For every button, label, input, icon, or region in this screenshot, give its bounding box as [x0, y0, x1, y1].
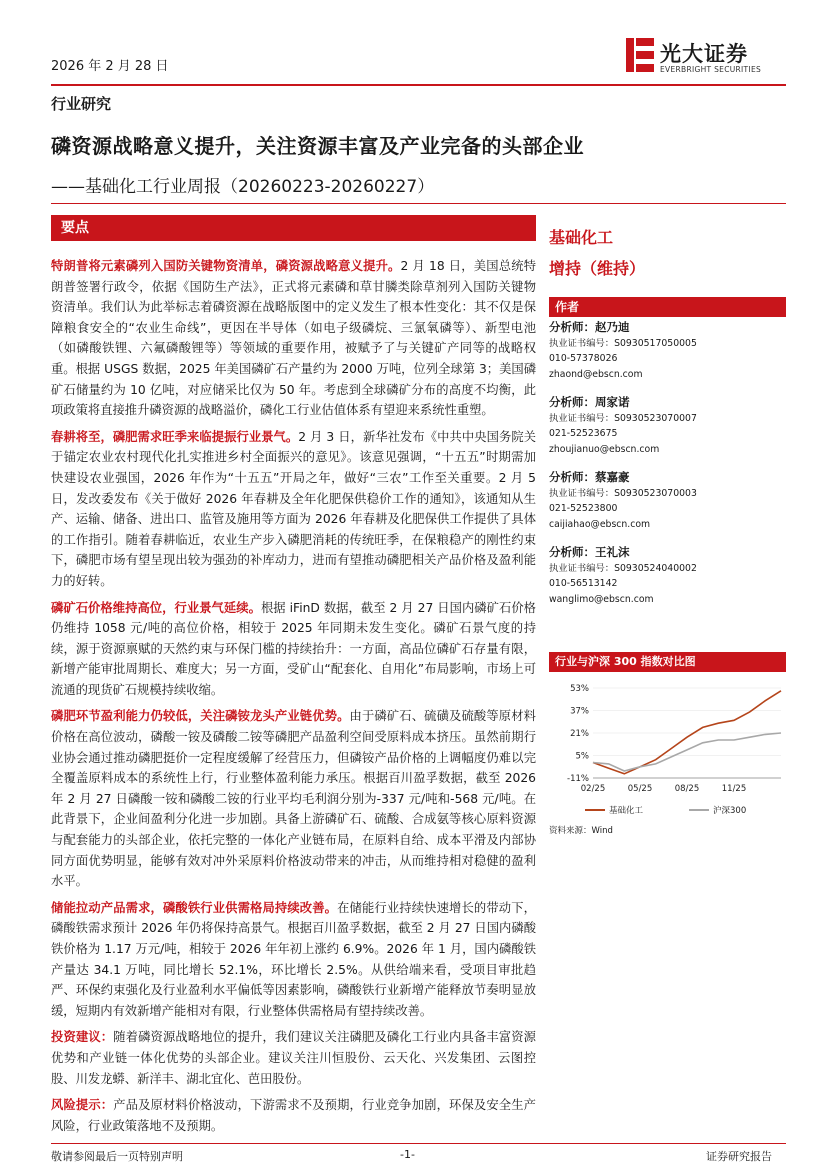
paragraph-text: 2 月 18 日，美国总统特朗普签署行政令，依据《国防生产法》，正式将元素磷和草甘膦类除草剂列入国防关键物资清单。我们认为此举标志着磷资源在战略版图中的定义发生了根本性变化：其不仅是保障粮食安全的“农业生命线”，更因在半导体（如电子级磷烷、三氯氧磷等）、新型电池（如磷酸铁锂、六氟磷酸锂等）等领域的重要作用，被赋予了与关键矿产同等的战略权重。根据 USGS 数据，2025 年美国磷矿石产量约为 2000 万吨，位列全球第 3；美国磷矿石储量约为 10 亿吨，对应储采比仅为 50 年。考虑到全球磷矿分布的高度不均衡，此项政策将直接推升磷资源的战略溢价，磷化工行业估值体系有望迎来系统性重塑。 — [51, 259, 536, 418]
analyst-phone: 021-52523800 — [549, 503, 618, 515]
paragraph-iron-phosphate — [51, 898, 536, 1022]
paragraph-lead: 风险提示： — [51, 1098, 114, 1113]
page-number: -1- — [400, 1148, 415, 1161]
paragraph-lead: 春耕将至，磷肥需求旺季来临提振行业景气。 — [51, 429, 299, 444]
key-points-heading: 要点 — [51, 215, 536, 241]
analyst-license: 执业证书编号：S0930524040002 — [549, 563, 697, 574]
analyst-phone: 010-57378026 — [549, 353, 618, 365]
sector-rating: 增持（维持） — [549, 259, 646, 278]
paragraph-phosphorus-strategy — [51, 256, 536, 421]
report-category: 行业研究 — [51, 95, 112, 113]
legend-label: 沪深300 — [713, 806, 747, 816]
analyst-name: 分析师：周家诺 — [549, 395, 630, 409]
analyst-card — [549, 469, 786, 532]
paragraph-lead: 储能拉动产品需求，磷酸铁行业供需格局持续改善。 — [51, 900, 338, 915]
sector-name: 基础化工 — [549, 228, 614, 247]
index-comparison-chart — [549, 678, 786, 818]
paragraph-text: 由于磷矿石、硫磺及硫酸等原材料价格在高位波动，磷酸一铵及磷酸二铵等磷肥产品盈利空间受原料成本挤压。虽然前期行业协会通过推动磷肥挺价一定程度缓解了经营压力，但磷铵产品价格的上调幅度仍难以完全覆盖原料成本的系统性上行，行业整体盈利能力承压。根据百川盈孚数据，截至 2026 年 2 月 27 日磷酸一铵和磷酸二铵的行业平均毛利润分别为-337 元/吨和-568 元/吨。在此背景下，企业间盈利分化进一步加剧。具备上游磷矿石、硫酸、合成氨等核心原料资源与配套能力的头部企业，依托完整的一体化产业链布局，在原料自给、成本平滑及内部协同方面优势明显，能够有效对冲外采原料价格波动带来的冲击，从而维持相对稳健的盈利水平。 — [51, 709, 536, 889]
analyst-email[interactable]: caijiahao@ebscn.com — [549, 518, 651, 530]
analyst-card — [549, 544, 786, 607]
legend-label: 基础化工 — [609, 806, 644, 816]
x-tick-label: 08/25 — [674, 784, 700, 794]
analyst-email[interactable]: wanglimo@ebscn.com — [549, 593, 654, 605]
brand-mark-icon — [626, 38, 654, 72]
footer-disclaimer: 敬请参阅最后一页特别声明 — [51, 1150, 183, 1163]
analyst-license: 执业证书编号：S0930523070007 — [549, 413, 697, 424]
chart-source: 资料来源：Wind — [549, 826, 613, 836]
title-divider — [51, 203, 786, 204]
paragraph-phosphate-rock — [51, 598, 536, 701]
analyst-card — [549, 394, 786, 457]
paragraph-text: 产品及原材料价格波动，下游需求不及预期，行业竞争加剧，环保及安全生产风险，行业政策落地不及预期。 — [51, 1098, 536, 1133]
analyst-license: 执业证书编号：S0930523070003 — [549, 488, 697, 499]
analyst-phone: 021-52523675 — [549, 428, 618, 440]
analyst-name: 分析师：蔡嘉豪 — [549, 470, 630, 484]
brand-name-en: EVERBRIGHT SECURITIES — [660, 65, 762, 74]
y-tick-label: 5% — [575, 751, 589, 762]
authors-heading: 作者 — [549, 297, 786, 317]
footer-divider — [51, 1143, 786, 1144]
analyst-license: 执业证书编号：S0930517050005 — [549, 338, 697, 349]
paragraph-spring-farming — [51, 427, 536, 592]
y-tick-label: 37% — [570, 706, 589, 717]
analyst-name: 分析师：赵乃迪 — [549, 320, 630, 334]
brand-name: 光大证券 — [660, 42, 748, 66]
paragraph-investment-advice — [51, 1027, 536, 1089]
analyst-phone: 010-56513142 — [549, 578, 618, 590]
header-divider — [51, 84, 786, 86]
key-points-body — [51, 256, 536, 1142]
report-title: 磷资源战略意义提升，关注资源丰富及产业完备的头部企业 — [51, 134, 584, 158]
footer-report-type: 证券研究报告 — [706, 1150, 772, 1163]
chart-heading: 行业与沪深 300 指数对比图 — [549, 652, 786, 672]
x-tick-label: 02/25 — [580, 784, 606, 794]
paragraph-fertilizer-margin — [51, 706, 536, 891]
y-tick-label: 21% — [570, 729, 589, 739]
analyst-name: 分析师：王礼沫 — [549, 545, 630, 559]
paragraph-text: 2 月 3 日，新华社发布《中共中央国务院关于锚定农业农村现代化扎实推进乡村全面振兴的意见》。该意见强调，“十五五”时期需加快建设农业强国，2026 年作为“十五五”开局之年，做好“三农”工作至关重要。2 月 5 日，发改委发布《关于做好 2026 年春耕及全年化肥保供稳价工作的通知》，该通知从生产、运输、储备、进出口、监管及施用等方面为 2026 年春耕及化肥保供工作提供了具体的工作指引。随着春耕临近，农业生产步入磷肥消耗的传统旺季，在保粮稳产的刚性约束下，磷肥市场有望呈现出较为强劲的补库动力，进而有望推动磷肥相关产品价格及盈利能力的好转。 — [51, 429, 536, 588]
paragraph-lead: 磷肥环节盈利能力仍较低，关注磷铵龙头产业链优势。 — [51, 709, 350, 724]
x-tick-label: 05/25 — [627, 784, 653, 794]
series-line — [593, 691, 781, 774]
y-tick-label: 53% — [570, 684, 589, 694]
paragraph-lead: 特朗普将元素磷列入国防关键物资清单，磷资源战略意义提升。 — [51, 259, 401, 273]
paragraph-text: 在储能行业持续快速增长的带动下，磷酸铁需求预计 2026 年仍将保持高景气。根据百川盈孚数据，截至 2 月 27 日国内磷酸铁价格为 1.17 万元/吨，相较于 2026 年年初上涨约 6.9%。2026 年 1 月，国内磷酸铁产量达 34.1 万吨，同比增长 52.1%，环比增长 2.5%。从供给端来看，受项目审批趋严、环保约束强化及行业盈利水平偏低等因素影响，磷酸铁行业新增产能释放节奏明显放缓，短期内有效新增产能相对有限，行业整体供需格局有望持续改善。 — [51, 900, 536, 1018]
brand-logo — [626, 38, 786, 80]
paragraph-lead: 投资建议： — [51, 1030, 114, 1045]
paragraph-lead: 磷矿石价格维持高位，行业景气延续。 — [51, 600, 261, 615]
analyst-email[interactable]: zhaond@ebscn.com — [549, 368, 643, 380]
analyst-email[interactable]: zhoujianuo@ebscn.com — [549, 443, 660, 455]
analyst-card — [549, 319, 786, 382]
y-tick-label: -11% — [567, 774, 589, 784]
report-date: 2026 年 2 月 28 日 — [51, 59, 169, 74]
x-tick-label: 11/25 — [721, 784, 747, 794]
series-line — [593, 733, 781, 771]
paragraph-text: 随着磷资源战略地位的提升，我们建议关注磷肥及磷化工行业内具备丰富资源优势和产业链一体化优势的头部企业。建议关注川恒股份、云天化、兴发集团、云图控股、川发龙蟒、新洋丰、湖北宜化、芭田股份。 — [51, 1030, 536, 1086]
paragraph-text: 根据 iFinD 数据，截至 2 月 27 日国内磷矿石价格仍维持 1058 元/吨的高位价格，相较于 2025 年同期未发生变化。磷矿石景气度的持续，源于资源禀赋的天然约束与环保门槛的持续抬升：一方面，高品位磷矿石存量有限，新增产能审批周期长、难度大；另一方面，受矿山“配套化、自用化”布局影响，市场上可流通的现货矿石规模持续收缩。 — [51, 600, 536, 697]
report-subtitle: ——基础化工行业周报（20260223-20260227） — [51, 177, 435, 197]
paragraph-risk-warning — [51, 1095, 536, 1136]
